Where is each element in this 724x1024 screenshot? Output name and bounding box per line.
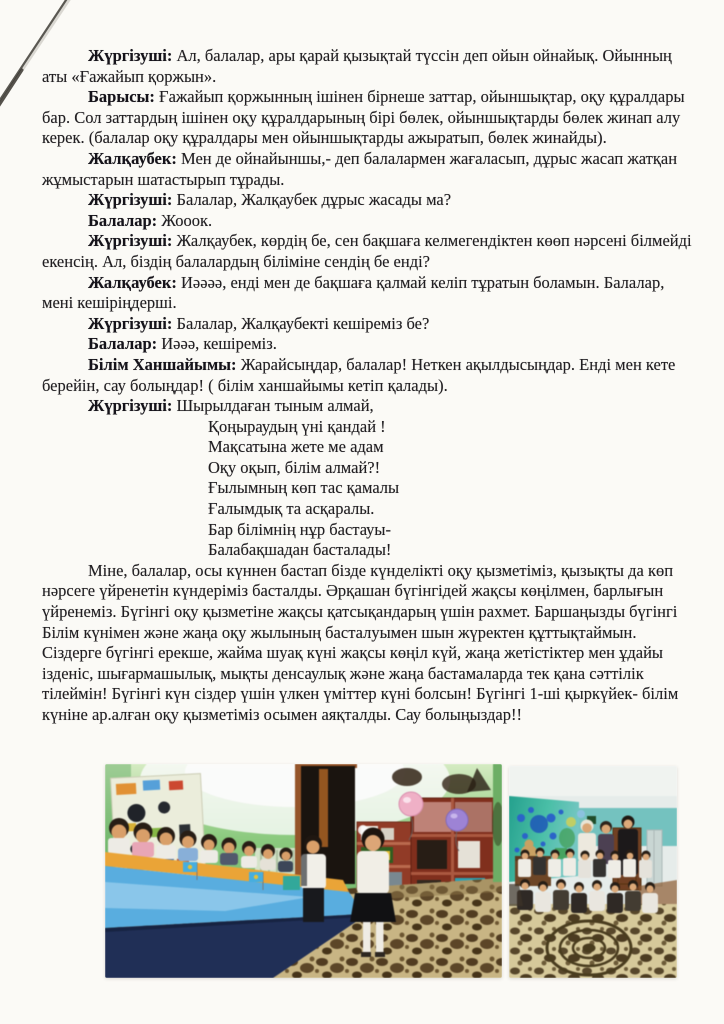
dialogue-paragraph [42,87,698,149]
dialogue-paragraph [42,231,698,272]
balloon [566,817,576,827]
photo-group-portrait [509,766,677,978]
dialogue-text: Жооок. [161,210,213,230]
dialogue-text: Мен де ойнайыншы,- деп балалармен жағаласып, дұрыс жасап жатқан жұмыстарын шатастырып тұрады. [42,148,678,189]
dialogue-text: Жарайсыңдар, балалар! Неткен ақылдысыңдар. Енді мен кете берейін, сау болыңдар! ( білім ханшайымы кетіп қалады). [42,354,676,395]
dialogue-text: Иәәәә, енді мен де бақшаға қалмай келіп тұратын боламын. Балалар, мені кешіріңдерші. [42,272,665,313]
speaker-name: Барысы: [88,87,155,107]
poem-line: Бар білімнің нұр бастауы- [208,519,392,539]
dialogue-paragraph [42,211,698,232]
photo-left-graphic [105,764,502,978]
dialogue-paragraph [42,314,698,335]
poem-line: Қоңыраудың үні қандай ! [208,416,386,436]
poem-first-line [42,396,698,417]
dialogue-text: Ғажайып қоржынның ішінен бірнеше заттар, ойыншықтар, оқу құралдары бар. Сол заттардың ішінен оқу құралдарының бірі бөлек, ойыншықтарды бөлек жинап алу керек. (балалар оқу құралдары мен ойыншықтарды ажыратып, бөлек жинайды). [42,87,685,148]
dialogue-text: Ал, балалар, ары қарай қызықтай түссін деп ойын ойнайық. Ойынның аты «Ғажайып қоржын». [42,46,672,86]
speaker-name: Жүргізуші: [88,231,173,251]
document-text [42,46,698,726]
speaker-name: Жалқаубек: [88,272,177,292]
speaker-name: Жүргізуші: [88,396,173,416]
photo-right-graphic [509,766,677,978]
speaker-name: Балалар: [88,210,158,230]
carpet-medallion [547,921,631,975]
dialogue-paragraph [42,334,698,355]
dialogue-paragraph [42,149,698,190]
photo-kindergarten-game [105,764,502,978]
speaker-name: Жүргізуші: [88,313,173,333]
dialogue-paragraph [42,355,698,396]
poem-text: Шырылдаған тыным алмай, [176,396,374,416]
poem-line: Ғылымның көп тас қамалы [208,478,400,498]
dialogue-paragraph [42,46,698,87]
dialogue-paragraph [42,273,698,314]
dialogue-text: Балалар, Жалқаубек дұрыс жасады ма? [176,190,452,210]
poem-line: Ғалымдық та асқаралы. [208,499,375,519]
poem-line: Мақсатына жете ме адам [208,437,384,457]
dialogue-text: Иәәә, кешіреміз. [161,334,277,354]
speaker-name: Жалқаубек: [88,148,177,168]
balloon [577,810,585,818]
closing-paragraph: Міне, балалар, осы күннен бастап бізде күнделікті оқу қызметіміз, қызықты да көп нәрсеге үйренетін күндеріміз басталды. Әрқашан бүгінгідей жақсы көңілмен, барлығын үйренеміз. Бүгінгі оқу қызметіне жақсы қатсықандарың үшін рахмет. Баршаңызды бүгінгі Білім күнімен және жаңа оқу жылының басталуымен шын жүректен құттықтаймын. Сіздерге бүгінгі ерекше, жайма шуақ күні жақсы көңіл күй, жаңа жетістіктер мен ұдайы ізденіс, шығармашылық, мықты денсаулық және жаңа бастамаларда тек қана сәттілік тілеймін! Бүгінгі күн сіздер үшін үлкен үміттер күні болсын! Бүгінгі 1-ші қыркүйек- білім күніне ар.алған оқу қызметіміз осымен аяқталды. Сау болыңыздар!! [42,560,679,724]
poem-line: Балабақшадан басталады! [208,540,392,560]
speaker-name: Балалар: [88,334,158,354]
poem-line: Оқу оқып, білім алмай?! [208,457,381,477]
dialogue-text: Жалқаубек, көрдің бе, сен бақшаға келмегендіктен көөп нәрсені білмейді екенсің. Ал, біздің балалардың біліміне сендің бе енді? [42,231,692,271]
children-standing-row [518,848,652,879]
speaker-name: Жүргізуші: [88,190,173,210]
speaker-name: Білім Ханшайымы: [88,354,237,374]
dialogue-paragraph [42,190,698,211]
dialogue-text: Балалар, Жалқаубекті кешіреміз бе? [176,313,430,333]
speaker-name: Жүргізуші: [88,46,173,65]
